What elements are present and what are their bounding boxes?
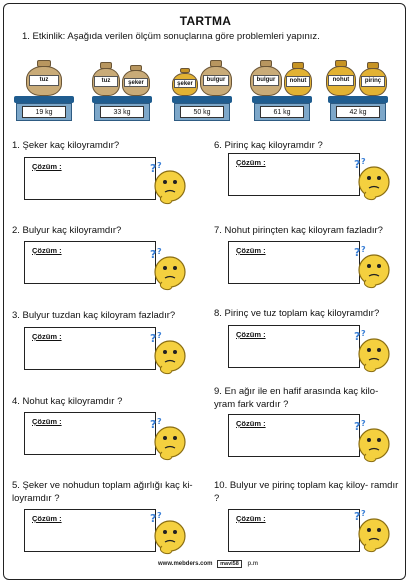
sack-icon — [250, 58, 282, 96]
scale-3 — [170, 58, 234, 124]
svg-text:?: ? — [361, 157, 366, 166]
question-5: 5. Şeker ve nohudun toplam ağırlığı kaç ki- loyramdır ? — [12, 480, 193, 504]
scale-weight-display: 61 kg — [260, 106, 304, 118]
scale-platform — [252, 96, 312, 103]
question-9: 9. En ağır ile en hafif arasında kaç kilo- yram fark vardır ? — [214, 386, 379, 410]
answer-label: Çözüm : — [236, 330, 266, 339]
sack-icon — [284, 60, 312, 96]
thinking-face-icon — [148, 510, 188, 556]
svg-text:?: ? — [150, 418, 157, 431]
scale-platform — [92, 96, 152, 103]
thinking-face-icon — [352, 508, 392, 554]
svg-text:?: ? — [354, 246, 361, 259]
sack-icon — [359, 60, 387, 96]
svg-text:?: ? — [157, 161, 162, 170]
question-8: 8. Pirinç ve tuz toplam kaç kiloyramdır? — [214, 308, 380, 319]
sack-icon — [92, 60, 120, 96]
svg-text:?: ? — [354, 330, 361, 343]
answer-box-1[interactable] — [24, 157, 156, 200]
svg-text:?: ? — [354, 158, 361, 171]
question-10: 10. Bulyur ve pirinç toplam kaç kiloy- ramdır ? — [214, 480, 399, 504]
sack-icon — [200, 58, 232, 96]
footer — [158, 560, 258, 568]
thinking-face-icon — [352, 328, 392, 374]
thinking-face-icon — [148, 330, 188, 376]
answer-box-2[interactable] — [24, 241, 156, 284]
scale-weight-display: 42 kg — [336, 106, 380, 118]
footer-extra: p.m — [247, 561, 259, 567]
sack-icon — [172, 66, 198, 96]
answer-label: Çözüm : — [32, 246, 62, 255]
answer-box-3[interactable] — [24, 327, 156, 370]
answer-box-7[interactable] — [228, 241, 360, 284]
answer-box-5[interactable] — [24, 509, 156, 552]
svg-text:?: ? — [361, 419, 366, 428]
svg-text:?: ? — [150, 512, 157, 525]
scale-4 — [250, 58, 314, 124]
svg-text:?: ? — [361, 245, 366, 254]
question-7: 7. Nohut pirinçten kaç kiloyram fazladır? — [214, 225, 383, 236]
scale-weight-display: 33 kg — [100, 106, 144, 118]
svg-text:?: ? — [354, 510, 361, 523]
answer-box-9[interactable] — [228, 414, 360, 457]
scale-2 — [90, 58, 154, 124]
sack-icon — [26, 58, 62, 96]
svg-text:?: ? — [157, 331, 162, 340]
answer-label: Çözüm : — [32, 417, 62, 426]
answer-box-4[interactable] — [24, 412, 156, 455]
svg-text:?: ? — [361, 329, 366, 338]
thinking-face-icon — [148, 246, 188, 292]
scale-platform — [328, 96, 388, 103]
question-6: 6. Pirinç kaç kiloyramdır ? — [214, 140, 323, 151]
question-4: 4. Nohut kaç kiloyramdır ? — [12, 396, 123, 407]
thinking-face-icon — [352, 244, 392, 290]
svg-text:?: ? — [150, 332, 157, 345]
answer-label: Çözüm : — [32, 162, 62, 171]
svg-text:?: ? — [157, 417, 162, 426]
sack-icon — [326, 58, 356, 96]
scale-platform — [14, 96, 74, 103]
question-3: 3. Bulyur tuzdan kaç kiloyram fazladır? — [12, 310, 176, 321]
question-1: 1. Şeker kaç kiloyramdır? — [12, 140, 120, 151]
sack-label: tuz — [94, 76, 118, 87]
sack-label: şeker — [124, 78, 148, 88]
sack-label: şeker — [174, 79, 196, 88]
thinking-face-icon — [148, 160, 188, 206]
scale-1 — [12, 58, 76, 124]
answer-label: Çözüm : — [236, 246, 266, 255]
answer-box-6[interactable] — [228, 153, 360, 196]
thinking-face-icon — [352, 156, 392, 202]
scale-platform — [172, 96, 232, 103]
scale-5 — [326, 58, 390, 124]
footer-site-link[interactable]: www.mebders.com — [158, 561, 213, 567]
footer-badge: mavi58 — [217, 560, 242, 568]
answer-box-10[interactable] — [228, 509, 360, 552]
answer-box-8[interactable] — [228, 325, 360, 368]
svg-text:?: ? — [150, 162, 157, 175]
scale-weight-display: 50 kg — [180, 106, 224, 118]
svg-text:?: ? — [150, 248, 157, 261]
svg-text:?: ? — [157, 511, 162, 520]
answer-label: Çözüm : — [32, 514, 62, 523]
answer-label: Çözüm : — [236, 419, 266, 428]
answer-label: Çözüm : — [236, 158, 266, 167]
thinking-face-icon — [148, 416, 188, 462]
question-2: 2. Bulyur kaç kiloyramdır? — [12, 225, 122, 236]
sack-icon — [122, 63, 150, 96]
sack-label: bulgur — [203, 75, 230, 86]
scale-weight-display: 19 kg — [22, 106, 66, 118]
sack-label: tuz — [29, 75, 59, 86]
sack-label: nohut — [286, 76, 310, 87]
svg-text:?: ? — [361, 509, 366, 518]
thinking-face-icon — [352, 418, 392, 464]
svg-text:?: ? — [354, 420, 361, 433]
sack-label: pirinç — [361, 76, 385, 87]
sack-label: bulgur — [253, 75, 280, 86]
answer-label: Çözüm : — [236, 514, 266, 523]
instruction-text: 1. Etkinlik: Aşağıda verilen ölçüm sonuçlarına göre problemleri yapınız. — [22, 31, 320, 42]
svg-text:?: ? — [157, 247, 162, 256]
sack-label: nohut — [328, 75, 353, 86]
page-title: TARTMA — [179, 14, 232, 28]
answer-label: Çözüm : — [32, 332, 62, 341]
